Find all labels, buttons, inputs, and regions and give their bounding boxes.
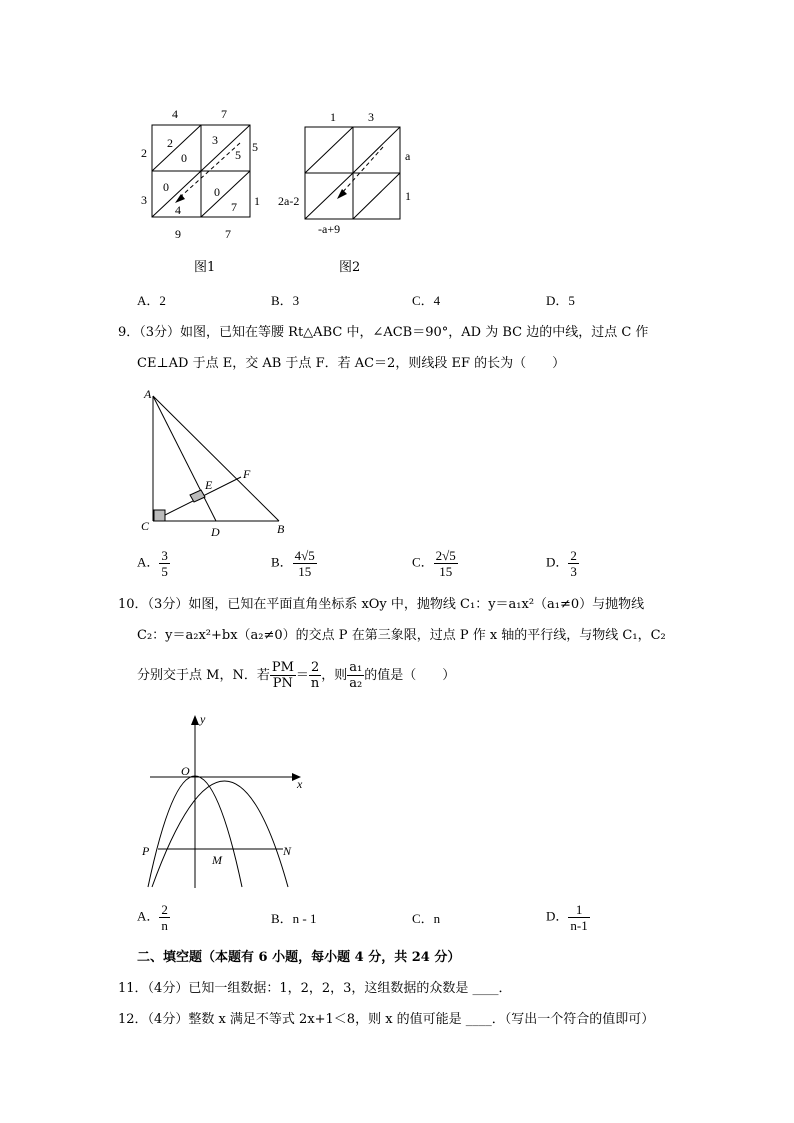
fraction-numerator: 2 — [570, 548, 577, 563]
q8-option-b[interactable]: B．3 — [271, 293, 300, 308]
fraction-denominator: 5 — [161, 564, 168, 579]
fig2-top-2: 3 — [368, 110, 374, 124]
fig1-cell: 3 — [212, 133, 218, 147]
fraction-denominator: n — [161, 918, 168, 933]
fraction-numerator: a₁ — [349, 660, 363, 675]
fig1-caption: 图1 — [194, 260, 216, 275]
fig1-cell: 2 — [167, 136, 173, 150]
q8-figure-2 — [270, 100, 420, 250]
q10-label-o: O — [181, 764, 190, 778]
fig1-cell: 0 — [181, 151, 187, 165]
option-letter: A． — [137, 554, 160, 570]
q9-option-a[interactable] — [137, 548, 170, 579]
q10-axis-x-label: x — [297, 777, 303, 791]
section-2-heading: 二、填空题（本题有 6 小题，每小题 4 分，共 24 分） — [137, 950, 461, 965]
fig1-top-2: 7 — [221, 107, 227, 121]
fraction-numerator: 4√5 — [294, 548, 315, 563]
fraction-denominator: PN — [272, 676, 293, 691]
fraction-denominator: a₂ — [349, 676, 363, 691]
fig1-left-1: 2 — [141, 146, 147, 160]
fraction-numerator: 1 — [568, 902, 589, 918]
q10-text-line1: 10．（3分）如图，已知在平面直角坐标系 xOy 中，抛物线 C₁：y＝a₁x²（a₁≠0）与抛物线 — [118, 597, 645, 612]
q9-option-b[interactable] — [271, 548, 317, 579]
fig2-right-2: 1 — [405, 189, 411, 203]
q10-option-b[interactable]: B．n - 1 — [271, 911, 317, 926]
q10-line3-part3: 的值是（ ） — [364, 668, 456, 683]
fig1-right-1: 5 — [252, 140, 258, 154]
q9-text-line2: CE⊥AD 于点 E，交 AB 于点 F．若 AC＝2，则线段 EF 的长为（ ） — [137, 356, 566, 371]
fig2-left: 2a-2 — [278, 194, 300, 208]
fraction-denominator: n — [310, 676, 320, 691]
fig1-left-2: 3 — [141, 193, 147, 207]
fraction-denominator: 3 — [570, 564, 577, 579]
fig1-cell: 0 — [163, 180, 169, 194]
fraction-numerator: 2√5 — [435, 548, 456, 563]
fraction-denominator: 15 — [298, 564, 312, 579]
q9-label-b: B — [277, 522, 285, 536]
q9-text-line1: 9．（3分）如图，已知在等腰 Rt△ABC 中，∠ACB＝90°，AD 为 BC 边的中线，过点 C 作 — [118, 325, 649, 340]
q9-label-a: A — [144, 387, 152, 401]
q10-axis-y-label: y — [200, 712, 206, 726]
q9-option-c[interactable] — [412, 548, 458, 579]
q10-text-line3 — [137, 660, 455, 691]
fig1-cell: 0 — [214, 185, 220, 199]
q9-label-e: E — [205, 478, 213, 492]
q10-label-m: M — [212, 853, 222, 867]
option-letter: D． — [546, 554, 569, 570]
q10-line3-part1: 分别交于点 M，N．若 — [137, 668, 270, 683]
fig1-cell: 4 — [175, 203, 181, 217]
q10-text-line2: C₂：y＝a₂x²+bx（a₂≠0）的交点 P 在第三象限，过点 P 作 x 轴的平行线，与物线 C₁，C₂ — [137, 628, 666, 643]
q8-option-a[interactable]: A．2 — [137, 293, 166, 308]
q11-text: 11．（4分）已知一组数据：1，2，2，3，这组数据的众数是 ____． — [118, 981, 512, 996]
option-letter: D． — [546, 908, 569, 924]
fig2-top-1: 1 — [330, 110, 336, 124]
fraction-numerator: 2 — [309, 660, 321, 676]
fig1-bottom-1: 9 — [175, 227, 181, 241]
q10-label-p: P — [142, 844, 150, 858]
q8-figure-1 — [130, 100, 280, 250]
fraction-numerator: 3 — [161, 548, 168, 563]
q9-label-d: D — [211, 525, 220, 539]
q8-option-d[interactable]: D．5 — [546, 293, 575, 308]
q10-label-n: N — [283, 844, 292, 858]
q8-option-c[interactable]: C．4 — [412, 293, 441, 308]
fraction-numerator: PM — [271, 660, 294, 675]
option-letter: B． — [271, 554, 293, 570]
option-letter: A． — [137, 908, 160, 924]
q12-text: 12．（4分）整数 x 满足不等式 2x+1＜8，则 x 的值可能是 ____．（写出一个符合的值即可） — [118, 1012, 655, 1027]
fraction-denominator: n-1 — [570, 918, 588, 933]
q10-option-d[interactable] — [546, 902, 590, 933]
fig2-caption: 图2 — [339, 260, 361, 275]
fraction-numerator: 2 — [161, 902, 168, 917]
q9-option-d[interactable] — [546, 548, 579, 579]
fig2-bottom: -a+9 — [318, 222, 341, 236]
fig1-right-2: 1 — [254, 194, 260, 208]
fig1-bottom-2: 7 — [225, 227, 231, 241]
q10-line3-part2: ，则 — [321, 668, 348, 683]
fig1-cell: 7 — [231, 200, 237, 214]
q9-triangle-figure — [135, 380, 295, 540]
q9-label-f: F — [243, 467, 251, 481]
equals-sign: ＝ — [295, 668, 309, 683]
q9-label-c: C — [141, 519, 150, 533]
q10-option-a[interactable] — [137, 902, 170, 933]
fig1-cell: 5 — [235, 148, 241, 162]
q10-parabola-figure — [135, 705, 320, 895]
fig1-top-1: 4 — [172, 107, 178, 121]
option-letter: C． — [412, 554, 434, 570]
fraction-denominator: 15 — [439, 564, 453, 579]
fig2-right-1: a — [405, 149, 411, 163]
q10-option-c[interactable]: C．n — [412, 911, 441, 926]
